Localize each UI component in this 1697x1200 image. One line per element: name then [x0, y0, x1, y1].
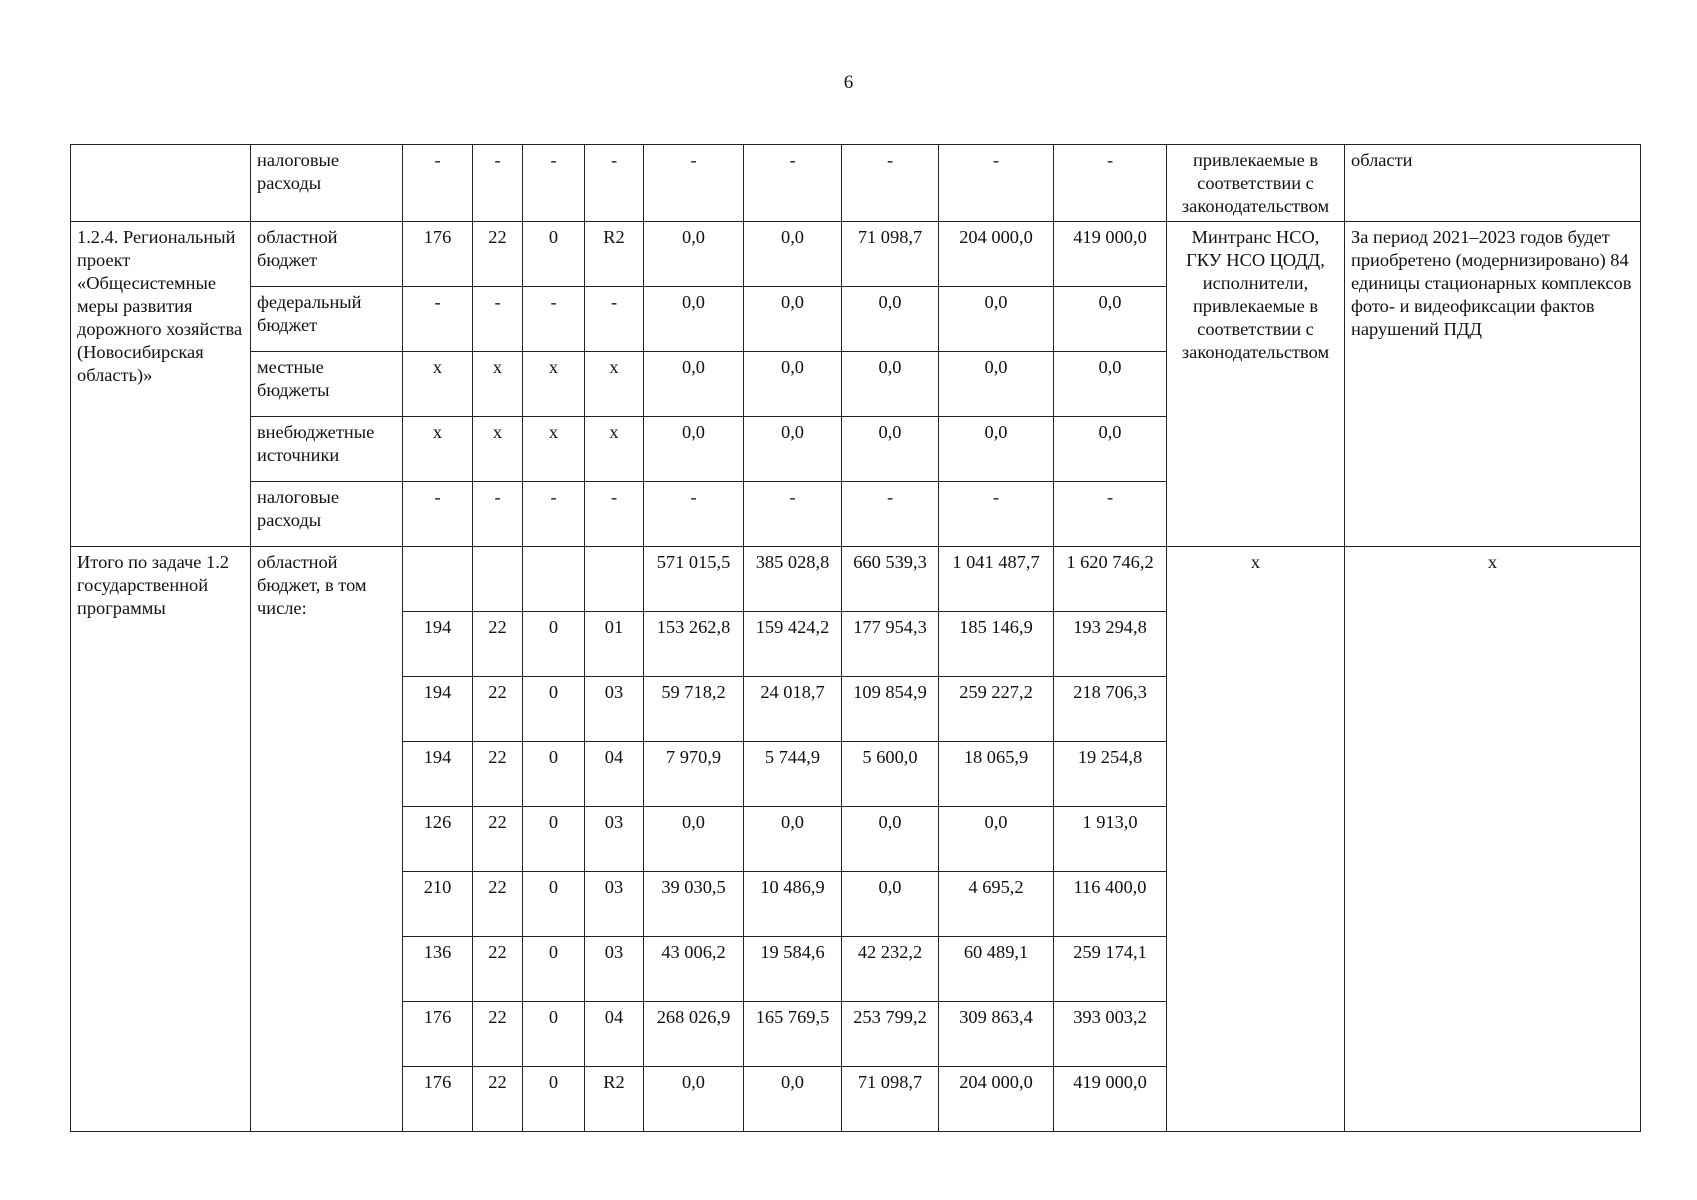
code-cell: 22 [473, 222, 523, 287]
code-cell: - [585, 145, 644, 222]
code-cell: 22 [473, 742, 523, 807]
amount-cell: 204 000,0 [939, 222, 1054, 287]
amount-cell: 0,0 [1054, 287, 1167, 352]
amount-cell: 10 486,9 [744, 872, 842, 937]
code-cell: R2 [585, 222, 644, 287]
code-cell: - [473, 287, 523, 352]
amount-cell: 0,0 [939, 807, 1054, 872]
code-cell: x [403, 417, 473, 482]
amount-cell: 159 424,2 [744, 612, 842, 677]
amount-cell: 253 799,2 [842, 1002, 939, 1067]
amount-cell: 109 854,9 [842, 677, 939, 742]
amount-cell: - [644, 482, 744, 547]
code-cell: 176 [403, 1002, 473, 1067]
amount-cell: 0,0 [842, 352, 939, 417]
code-cell: 194 [403, 612, 473, 677]
code-cell: x [403, 352, 473, 417]
code-cell: x [523, 352, 585, 417]
code-cell: 176 [403, 1067, 473, 1132]
code-cell [473, 547, 523, 612]
amount-cell: 0,0 [644, 287, 744, 352]
amount-cell: 5 600,0 [842, 742, 939, 807]
code-cell: 22 [473, 612, 523, 677]
code-cell: 126 [403, 807, 473, 872]
amount-cell: 0,0 [842, 287, 939, 352]
code-cell: 194 [403, 677, 473, 742]
code-cell: 210 [403, 872, 473, 937]
amount-cell: 7 970,9 [644, 742, 744, 807]
table-row [71, 222, 1641, 287]
code-cell: 176 [403, 222, 473, 287]
code-cell: 0 [523, 677, 585, 742]
amount-cell: - [1054, 482, 1167, 547]
page-number: 6 [843, 72, 854, 93]
code-cell: R2 [585, 1067, 644, 1132]
executor-cell: Минтранс НСО, ГКУ НСО ЦОДД, исполнители, привлекаемые в соответствии с законодательством [1167, 222, 1345, 547]
code-cell: - [403, 145, 473, 222]
amount-cell: 204 000,0 [939, 1067, 1054, 1132]
amount-cell: 4 695,2 [939, 872, 1054, 937]
amount-cell: 0,0 [744, 1067, 842, 1132]
code-cell: - [523, 287, 585, 352]
code-cell: x [523, 417, 585, 482]
amount-cell: 5 744,9 [744, 742, 842, 807]
code-cell: 0 [523, 872, 585, 937]
amount-cell: 0,0 [939, 417, 1054, 482]
program-table [70, 144, 1641, 1132]
amount-cell: 43 006,2 [644, 937, 744, 1002]
code-cell [523, 547, 585, 612]
code-cell: 03 [585, 677, 644, 742]
code-cell: 22 [473, 1067, 523, 1132]
amount-cell: 39 030,5 [644, 872, 744, 937]
amount-cell: 0,0 [842, 872, 939, 937]
amount-cell: 0,0 [744, 417, 842, 482]
executor-cell: x [1167, 547, 1345, 1132]
code-cell: - [523, 145, 585, 222]
amount-cell: 1 041 487,7 [939, 547, 1054, 612]
code-cell: - [473, 145, 523, 222]
amount-cell: 18 065,9 [939, 742, 1054, 807]
code-cell: 22 [473, 677, 523, 742]
amount-cell: - [1054, 145, 1167, 222]
amount-cell: - [842, 145, 939, 222]
code-cell: 0 [523, 612, 585, 677]
amount-cell: 0,0 [1054, 352, 1167, 417]
amount-cell: 218 706,3 [1054, 677, 1167, 742]
amount-cell: 0,0 [842, 807, 939, 872]
code-cell: 0 [523, 1067, 585, 1132]
code-cell: 0 [523, 222, 585, 287]
amount-cell: 165 769,5 [744, 1002, 842, 1067]
amount-cell: 42 232,2 [842, 937, 939, 1002]
code-cell: 04 [585, 742, 644, 807]
amount-cell: 19 584,6 [744, 937, 842, 1002]
amount-cell: - [744, 482, 842, 547]
code-cell: 03 [585, 872, 644, 937]
amount-cell: 60 489,1 [939, 937, 1054, 1002]
code-cell [585, 547, 644, 612]
code-cell: x [585, 352, 644, 417]
amount-cell: 0,0 [644, 417, 744, 482]
result-cell: области [1345, 145, 1641, 222]
result-cell: За период 2021–2023 годов будет приобретено (модернизировано) 84 единицы стационарных комплексов фото- и видеофиксации фактов нарушений ПДД [1345, 222, 1641, 547]
event-name-cell [71, 145, 251, 222]
amount-cell: 71 098,7 [842, 222, 939, 287]
amount-cell: 0,0 [939, 287, 1054, 352]
amount-cell: 0,0 [644, 1067, 744, 1132]
amount-cell: 0,0 [744, 287, 842, 352]
code-cell: 22 [473, 1002, 523, 1067]
amount-cell: - [644, 145, 744, 222]
amount-cell: 0,0 [744, 807, 842, 872]
funding-source: областной бюджет, в том числе: [251, 547, 403, 1132]
code-cell: - [585, 287, 644, 352]
amount-cell: 24 018,7 [744, 677, 842, 742]
code-cell: 22 [473, 937, 523, 1002]
amount-cell: 0,0 [939, 352, 1054, 417]
code-cell: 03 [585, 807, 644, 872]
funding-source: федеральный бюджет [251, 287, 403, 352]
code-cell: 01 [585, 612, 644, 677]
amount-cell: - [744, 145, 842, 222]
total-name: Итого по задаче 1.2 государственной программы [71, 547, 251, 1132]
code-cell: - [523, 482, 585, 547]
funding-source: налоговые расходы [251, 145, 403, 222]
code-cell [403, 547, 473, 612]
code-cell: x [473, 352, 523, 417]
code-cell: 0 [523, 742, 585, 807]
table-row [71, 547, 1641, 612]
amount-cell: 0,0 [1054, 417, 1167, 482]
amount-cell: - [939, 145, 1054, 222]
code-cell: 0 [523, 1002, 585, 1067]
funding-source: налоговые расходы [251, 482, 403, 547]
amount-cell: 0,0 [744, 222, 842, 287]
code-cell: 0 [523, 807, 585, 872]
amount-cell: 0,0 [842, 417, 939, 482]
amount-cell: 185 146,9 [939, 612, 1054, 677]
amount-cell: 1 620 746,2 [1054, 547, 1167, 612]
amount-cell: 153 262,8 [644, 612, 744, 677]
funding-source: областной бюджет [251, 222, 403, 287]
code-cell: 03 [585, 937, 644, 1002]
amount-cell: 259 227,2 [939, 677, 1054, 742]
code-cell: 22 [473, 872, 523, 937]
amount-cell: 309 863,4 [939, 1002, 1054, 1067]
amount-cell: 393 003,2 [1054, 1002, 1167, 1067]
amount-cell: 0,0 [644, 222, 744, 287]
code-cell: 22 [473, 807, 523, 872]
amount-cell: 0,0 [644, 807, 744, 872]
amount-cell: 116 400,0 [1054, 872, 1167, 937]
amount-cell: 259 174,1 [1054, 937, 1167, 1002]
amount-cell: 0,0 [644, 352, 744, 417]
amount-cell: 419 000,0 [1054, 1067, 1167, 1132]
table-row [71, 145, 1641, 222]
code-cell: 136 [403, 937, 473, 1002]
funding-source: внебюджетные источники [251, 417, 403, 482]
amount-cell: 571 015,5 [644, 547, 744, 612]
amount-cell: 385 028,8 [744, 547, 842, 612]
amount-cell: 419 000,0 [1054, 222, 1167, 287]
project-name: 1.2.4. Региональный проект «Общесистемные меры развития дорожного хозяйства (Новосибирская область)» [71, 222, 251, 547]
amount-cell: 1 913,0 [1054, 807, 1167, 872]
amount-cell: - [939, 482, 1054, 547]
amount-cell: 59 718,2 [644, 677, 744, 742]
amount-cell: 177 954,3 [842, 612, 939, 677]
amount-cell: 268 026,9 [644, 1002, 744, 1067]
code-cell: 0 [523, 937, 585, 1002]
amount-cell: 193 294,8 [1054, 612, 1167, 677]
code-cell: 194 [403, 742, 473, 807]
code-cell: - [473, 482, 523, 547]
code-cell: - [403, 482, 473, 547]
amount-cell: 660 539,3 [842, 547, 939, 612]
code-cell: - [403, 287, 473, 352]
amount-cell: - [842, 482, 939, 547]
code-cell: x [473, 417, 523, 482]
code-cell: 04 [585, 1002, 644, 1067]
amount-cell: 0,0 [744, 352, 842, 417]
code-cell: - [585, 482, 644, 547]
result-cell: x [1345, 547, 1641, 1132]
amount-cell: 71 098,7 [842, 1067, 939, 1132]
funding-source: местные бюджеты [251, 352, 403, 417]
code-cell: x [585, 417, 644, 482]
amount-cell: 19 254,8 [1054, 742, 1167, 807]
executor-cell: привлекаемые в соответствии с законодательством [1167, 145, 1345, 222]
